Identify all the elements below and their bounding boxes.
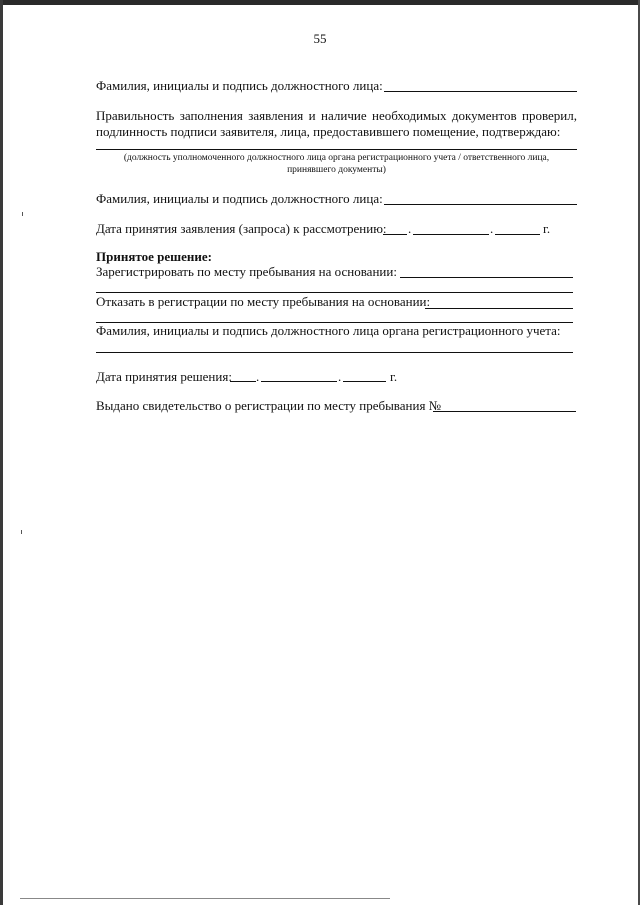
- decision-heading: Принятое решение:: [96, 249, 212, 264]
- verification-text-line2: подлинность подписи заявителя, лица, предоставившего помещение, подтверждаю:: [96, 124, 561, 139]
- acceptance-date-label: Дата принятия заявления (запроса) к рассмотрению:: [96, 221, 387, 236]
- page-number: 55: [313, 31, 327, 46]
- registration-official-label: Фамилия, инициалы и подпись должностного лица органа регистрационного учета:: [96, 323, 561, 338]
- scan-speck: [22, 212, 23, 216]
- decision-date-label: Дата принятия решения:: [96, 369, 232, 384]
- decision-day-field[interactable]: [230, 381, 256, 382]
- scan-edge-left: [0, 0, 3, 905]
- position-caption-line2: принявшего документы): [287, 165, 386, 175]
- registration-official-field[interactable]: [96, 352, 573, 353]
- scan-edge-bottom: [20, 898, 390, 899]
- position-field[interactable]: [96, 149, 577, 150]
- scan-speck: [21, 530, 22, 534]
- acceptance-month-field[interactable]: [413, 234, 489, 235]
- register-label: Зарегистрировать по месту пребывания на основании:: [96, 264, 397, 279]
- scan-edge-top: [0, 0, 640, 5]
- refuse-basis-field[interactable]: [425, 308, 573, 309]
- decision-date-dot: .: [338, 369, 342, 384]
- acceptance-year-field[interactable]: [495, 234, 540, 235]
- official-signature-field-2[interactable]: [384, 204, 577, 205]
- decision-month-field[interactable]: [261, 381, 337, 382]
- decision-date-dot: .: [256, 369, 260, 384]
- decision-year-field[interactable]: [343, 381, 386, 382]
- register-basis-field[interactable]: [400, 277, 573, 278]
- official-signature-label-2: Фамилия, инициалы и подпись должностного лица:: [96, 191, 383, 206]
- certificate-number-field[interactable]: [433, 411, 576, 412]
- official-signature-field[interactable]: [384, 91, 577, 92]
- acceptance-year-suffix: г.: [543, 221, 551, 236]
- refuse-label: Отказать в регистрации по месту пребывания на основании:: [96, 294, 431, 309]
- acceptance-date-dot: .: [490, 221, 494, 236]
- verification-text-line1: Правильность заполнения заявления и наличие необходимых документов проверил,: [96, 108, 577, 123]
- position-caption-line1: (должность уполномоченного должностного лица органа регистрационного учета / ответственного лица,: [123, 153, 550, 163]
- acceptance-day-field[interactable]: [383, 234, 407, 235]
- register-basis-field-continued[interactable]: [96, 292, 573, 293]
- decision-year-suffix: г.: [390, 369, 398, 384]
- acceptance-date-dot: .: [408, 221, 412, 236]
- certificate-label: Выдано свидетельство о регистрации по месту пребывания №: [96, 398, 442, 413]
- official-signature-label: Фамилия, инициалы и подпись должностного лица:: [96, 78, 383, 93]
